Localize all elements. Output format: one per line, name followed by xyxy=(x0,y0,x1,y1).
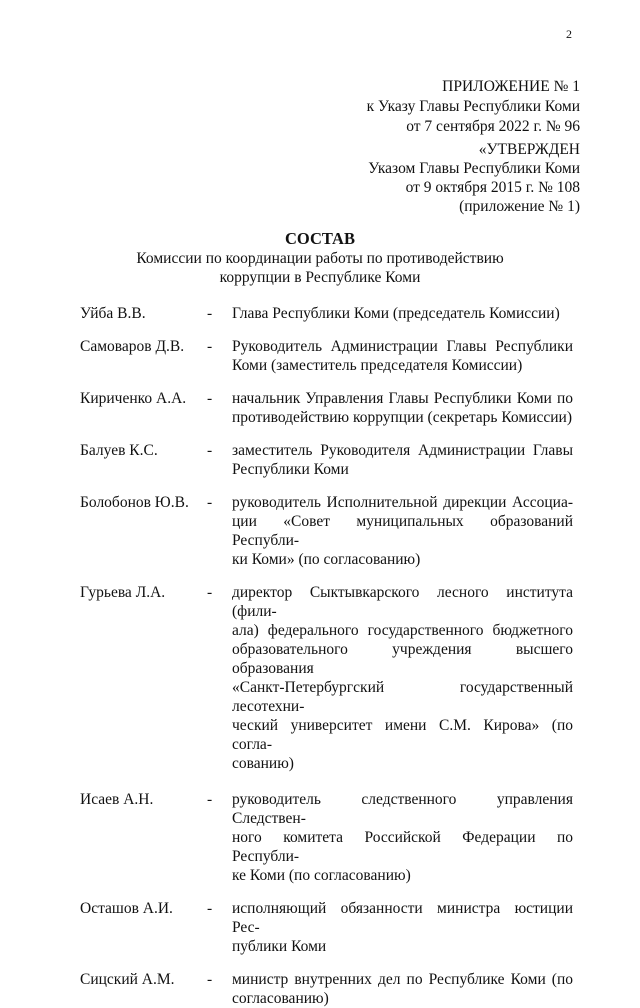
annex-block xyxy=(260,77,580,137)
member-role-line: «Санкт-Петербургский государственный лесотехни- xyxy=(232,679,573,715)
document-subtitle-line-2: коррупции в Республике Коми xyxy=(219,269,421,286)
member-role-line: публики Коми xyxy=(232,938,327,955)
member-role-line: Руководитель Администрации Главы Республики xyxy=(232,338,573,355)
member-role-line: ного комитета Российской Федерации по Республи- xyxy=(232,829,573,865)
member-role-line: исполняющий обязанности министра юстиции Рес- xyxy=(232,900,573,936)
member-role xyxy=(232,389,573,427)
member-role xyxy=(232,493,573,569)
member-role-line: образовательного учреждения высшего образования xyxy=(232,641,573,677)
member-name: Самоваров Д.В. xyxy=(80,338,185,355)
approval-line-1: «УТВЕРЖДЕН xyxy=(478,141,580,158)
member-name: Кириченко А.А. xyxy=(80,390,187,407)
member-row xyxy=(80,337,580,375)
member-name: Сицский А.М. xyxy=(80,971,175,988)
member-role-line: ке Коми (по согласованию) xyxy=(232,867,411,884)
member-role-line: заместитель Руководителя Администрации Главы xyxy=(232,442,573,459)
member-role-line: руководитель следственного управления Следствен- xyxy=(232,791,573,827)
member-role-line: Глава Республики Коми (председатель Комиссии) xyxy=(232,305,560,322)
approval-block xyxy=(260,140,580,216)
member-row xyxy=(80,970,580,1008)
member-dash: - xyxy=(207,584,213,601)
member-name: Осташов А.И. xyxy=(80,900,173,917)
member-role xyxy=(232,899,573,956)
member-row xyxy=(80,304,580,323)
member-role xyxy=(232,583,573,773)
member-row xyxy=(80,899,580,956)
member-dash: - xyxy=(207,338,213,355)
member-role-line: руководитель Исполнительной дирекции Ассоциа- xyxy=(232,494,573,511)
member-dash: - xyxy=(207,971,213,988)
member-dash: - xyxy=(207,305,213,322)
member-role xyxy=(232,304,573,323)
member-name: Гурьева Л.А. xyxy=(80,584,166,601)
annex-line-1: ПРИЛОЖЕНИЕ № 1 xyxy=(442,78,580,95)
member-role-line: ческий университет имени С.М. Кирова» (по согла- xyxy=(232,717,573,753)
member-role-line: начальник Управления Главы Республики Коми по xyxy=(232,390,573,407)
member-name: Исаев А.Н. xyxy=(80,791,154,808)
member-role xyxy=(232,441,573,479)
member-row xyxy=(80,441,580,479)
member-role-line: Коми (заместитель председателя Комиссии) xyxy=(232,357,523,374)
member-role-line: сованию) xyxy=(232,755,294,772)
member-row xyxy=(80,389,580,427)
member-role-line: ции «Совет муниципальных образований Республи- xyxy=(232,513,573,549)
page-number: 2 xyxy=(566,27,572,41)
member-role xyxy=(232,790,573,885)
annex-line-2: к Указу Главы Республики Коми xyxy=(366,98,580,115)
document-subtitle-line-1: Комиссии по координации работы по противодействию xyxy=(136,250,504,267)
member-name: Уйба В.В. xyxy=(80,305,146,322)
member-role-line: Республики Коми xyxy=(232,461,349,478)
member-role-line: согласованию) xyxy=(232,990,329,1007)
member-dash: - xyxy=(207,791,213,808)
member-role-line: ала) федерального государственного бюджетного xyxy=(232,622,573,639)
member-row xyxy=(80,583,580,773)
member-row xyxy=(80,790,580,885)
document-title: СОСТАВ xyxy=(285,229,355,248)
member-dash: - xyxy=(207,442,213,459)
member-role-line: противодействию коррупции (секретарь Комиссии) xyxy=(232,409,572,426)
member-dash: - xyxy=(207,390,213,407)
member-role-line: министр внутренних дел по Республике Коми (по xyxy=(232,971,573,988)
member-role xyxy=(232,970,573,1008)
member-name: Болобонов Ю.В. xyxy=(80,494,189,511)
heading-block xyxy=(0,229,640,287)
member-dash: - xyxy=(207,494,213,511)
member-row xyxy=(80,493,580,569)
annex-line-3: от 7 сентября 2022 г. № 96 xyxy=(406,118,580,135)
member-name: Балуев К.С. xyxy=(80,442,158,459)
member-role-line: директор Сыктывкарского лесного института (фили- xyxy=(232,584,573,620)
member-list xyxy=(80,304,580,1008)
member-role-line: ки Коми» (по согласованию) xyxy=(232,551,421,568)
approval-line-2: Указом Главы Республики Коми xyxy=(368,160,580,177)
approval-line-4: (приложение № 1) xyxy=(459,198,580,215)
approval-line-3: от 9 октября 2015 г. № 108 xyxy=(405,179,580,196)
member-dash: - xyxy=(207,900,213,917)
member-role xyxy=(232,337,573,375)
